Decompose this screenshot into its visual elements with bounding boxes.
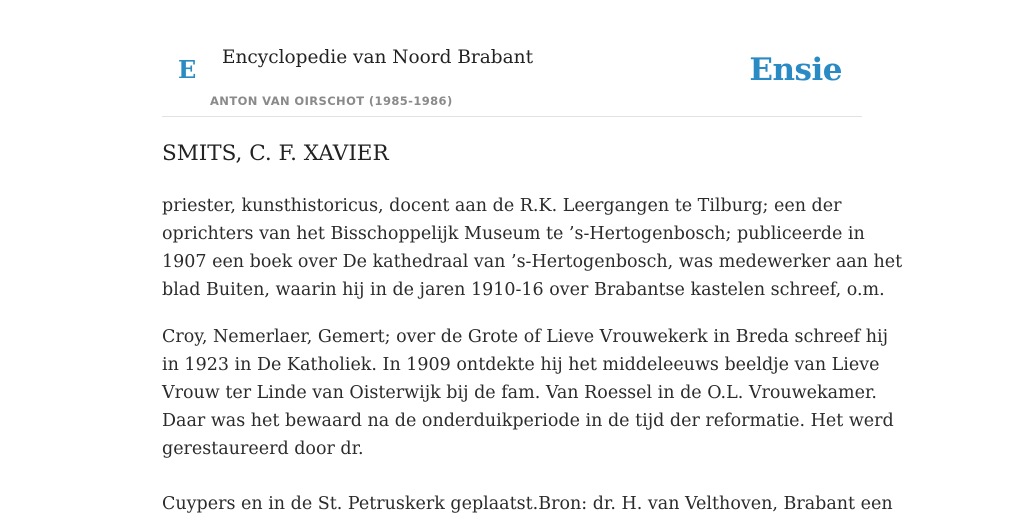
site-header [162,0,862,117]
text-line: oprichters van het Bisschoppelijk Museum te ’s-Hertogenbosch; publiceerde in [162,224,865,244]
text-line: Croy, Nemerlaer, Gemert; over de Grote of Lieve Vrouwekerk in Breda schreef hij [162,327,888,347]
source-title[interactable]: Encyclopedie van Noord Brabant [222,47,534,68]
ensie-brand-link[interactable]: Ensie [749,52,842,88]
article-paragraph [162,192,903,304]
article-paragraph [162,323,894,463]
text-line: Daar was het bewaard na de onderduikperiode in de tijd der reformatie. Het werd [162,411,894,431]
text-line: priester, kunsthistoricus, docent aan de R.K. Leergangen te Tilburg; een der [162,196,842,216]
text-line: 1907 een boek over De kathedraal van ’s-Hertogenbosch, was medewerker aan het [162,252,903,272]
text-line: Cuypers en in de St. Petruskerk geplaatst.Bron: dr. H. van Velthoven, Brabant een [162,494,893,514]
page-title: SMITS, C. F. XAVIER [162,141,389,166]
article-paragraph [162,490,893,518]
text-line: in 1923 in De Katholiek. In 1909 ontdekte hij het middeleeuws beeldje van Lieve [162,355,880,375]
text-line: Vrouw ter Linde van Oisterwijk bij de fam. Van Roessel in de O.L. Vrouwekamer. [162,383,877,403]
text-line: blad Buiten, waarin hij in de jaren 1910-16 over Brabantse kastelen schreef, o.m. [162,280,885,300]
author-credit: ANTON VAN OIRSCHOT (1985-1986) [210,94,453,108]
article-body [162,192,903,518]
encyclopedia-logo-icon[interactable]: E [178,55,197,84]
text-line: gerestaureerd door dr. [162,439,364,459]
